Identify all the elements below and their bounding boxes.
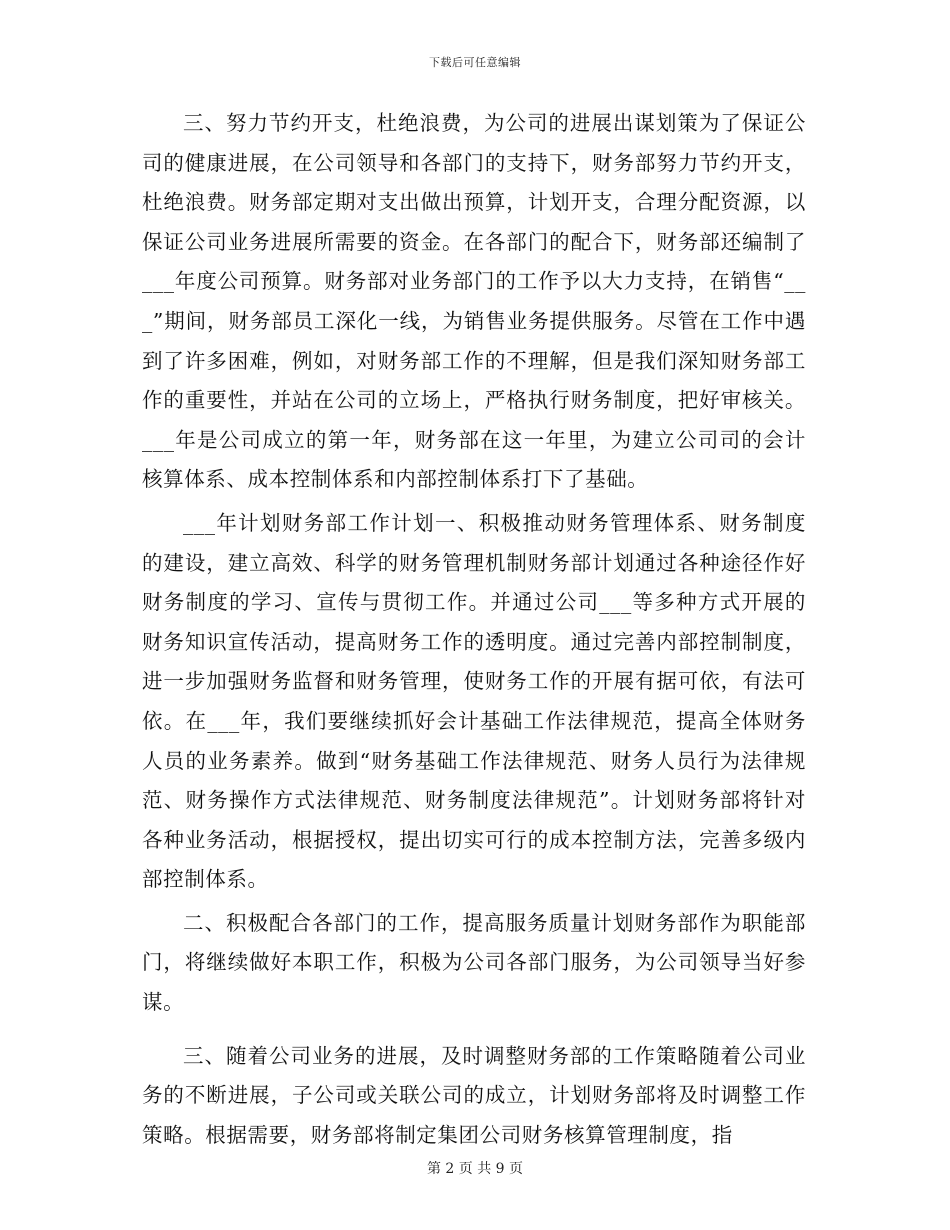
document-body (142, 104, 806, 1159)
paragraph-1: 三、努力节约开支，杜绝浪费，为公司的进展出谋划策为了保证公司的健康进展，在公司领导和各部门的支持下，财务部努力节约开支，杜绝浪费。财务部定期对支出做出预算，计划开支，合理分配资源，以保证公司业务进展所需要的资金。在各部门的配合下，财务部还编制了___年度公司预算。财务部对业务部门的工作予以大力支持，在销售“___”期间，财务部员工深化一线，为销售业务提供服务。尽管在工作中遇到了许多困难，例如，对财务部工作的不理解，但是我们深知财务部工作的重要性，并站在公司的立场上，严格执行财务制度，把好审核关。___年是公司成立的第一年，财务部在这一年里，为建立公司司的会计核算体系、成本控制体系和内部控制体系打下了基础。 (142, 111, 806, 492)
paragraph-3: 二、积极配合各部门的工作，提高服务质量计划财务部作为职能部门，将继续做好本职工作，积极为公司各部门服务，为公司领导当好参谋。 (142, 910, 806, 1015)
page-number: 第 2 页 共 9 页 (426, 1161, 524, 1177)
paragraph-2: ___年计划财务部工作计划一、积极推动财务管理体系、财务制度的建设，建立高效、科学的财务管理机制财务部计划通过各种途径作好财务制度的学习、宣传与贯彻工作。并通过公司___等多种方式开展的财务知识宣传活动，提高财务工作的透明度。通过完善内部控制制度，进一步加强财务监督和财务管理，使财务工作的开展有据可依，有法可依。在___年，我们要继续抓好会计基础工作法律规范，提高全体财务人员的业务素养。做到“财务基础工作法律规范、财务人员行为法律规范、财务操作方式法律规范、财务制度法律规范”。计划财务部将针对各种业务活动，根据授权，提出切实可行的成本控制方法，完善多级内部控制体系。 (142, 510, 806, 892)
paragraph-4: 三、随着公司业务的进展，及时调整财务部的工作策略随着公司业务的不断进展，子公司或关联公司的成立，计划财务部将及时调整工作策略。根据需要，财务部将制定集团公司财务核算管理制度，指 (142, 1043, 806, 1147)
page-header: 下载后可任意编辑 (429, 56, 521, 69)
